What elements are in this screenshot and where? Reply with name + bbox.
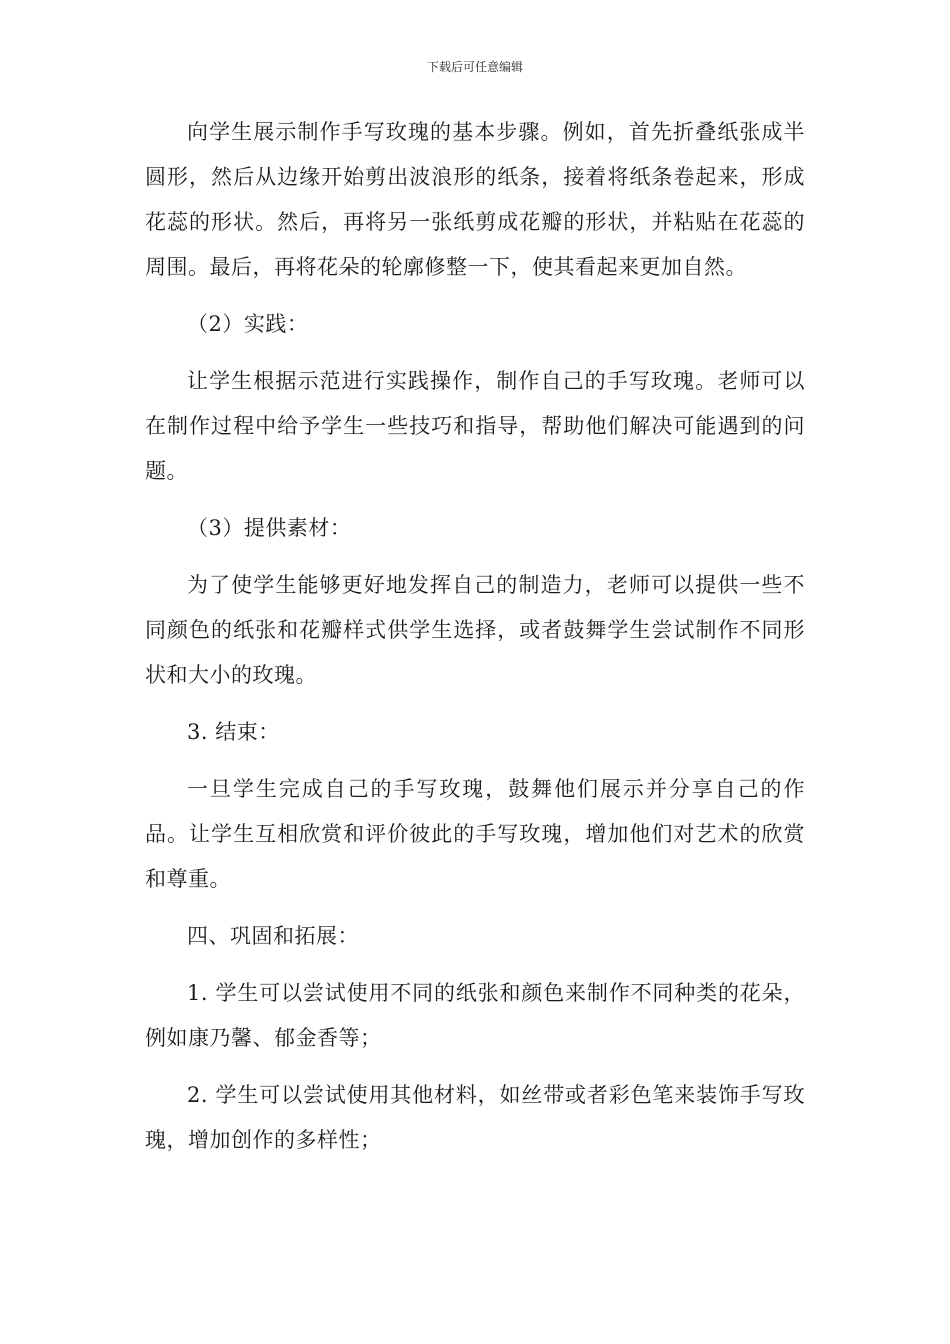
heading-ending: 3. 结束： xyxy=(187,720,280,744)
paragraph-ending: 一旦学生完成自己的手写玫瑰，鼓舞他们展示并分享自己的作品。让学生互相欣赏和评价彼此的手写玫瑰，增加他们对艺术的欣赏和尊重。 xyxy=(145,777,805,891)
list-item-1: 1. 学生可以尝试使用不同的纸张和颜色来制作不同种类的花朵，例如康乃馨、郁金香等； xyxy=(145,981,805,1050)
page-header: 下载后可任意编辑 xyxy=(426,60,523,74)
heading-consolidation: 四、巩固和拓展： xyxy=(187,924,359,948)
document-body xyxy=(145,110,805,1175)
list-item-2: 2. 学生可以尝试使用其他材料，如丝带或者彩色笔来装饰手写玫瑰，增加创作的多样性； xyxy=(145,1083,805,1152)
paragraph-materials: 为了使学生能够更好地发挥自己的制造力，老师可以提供一些不同颜色的纸张和花瓣样式供学生选择，或者鼓舞学生尝试制作不同形状和大小的玫瑰。 xyxy=(145,573,805,687)
paragraph-demo-steps: 向学生展示制作手写玫瑰的基本步骤。例如，首先折叠纸张成半圆形，然后从边缘开始剪出波浪形的纸条，接着将纸条卷起来，形成花蕊的形状。然后，再将另一张纸剪成花瓣的形状，并粘贴在花蕊的周围。最后，再将花朵的轮廓修整一下，使其看起来更加自然。 xyxy=(145,120,805,279)
heading-materials: （3）提供素材： xyxy=(187,516,352,540)
paragraph-practice: 让学生根据示范进行实践操作，制作自己的手写玫瑰。老师可以在制作过程中给予学生一些技巧和指导，帮助他们解决可能遇到的问题。 xyxy=(145,369,805,483)
heading-practice: （2）实践： xyxy=(187,312,309,336)
